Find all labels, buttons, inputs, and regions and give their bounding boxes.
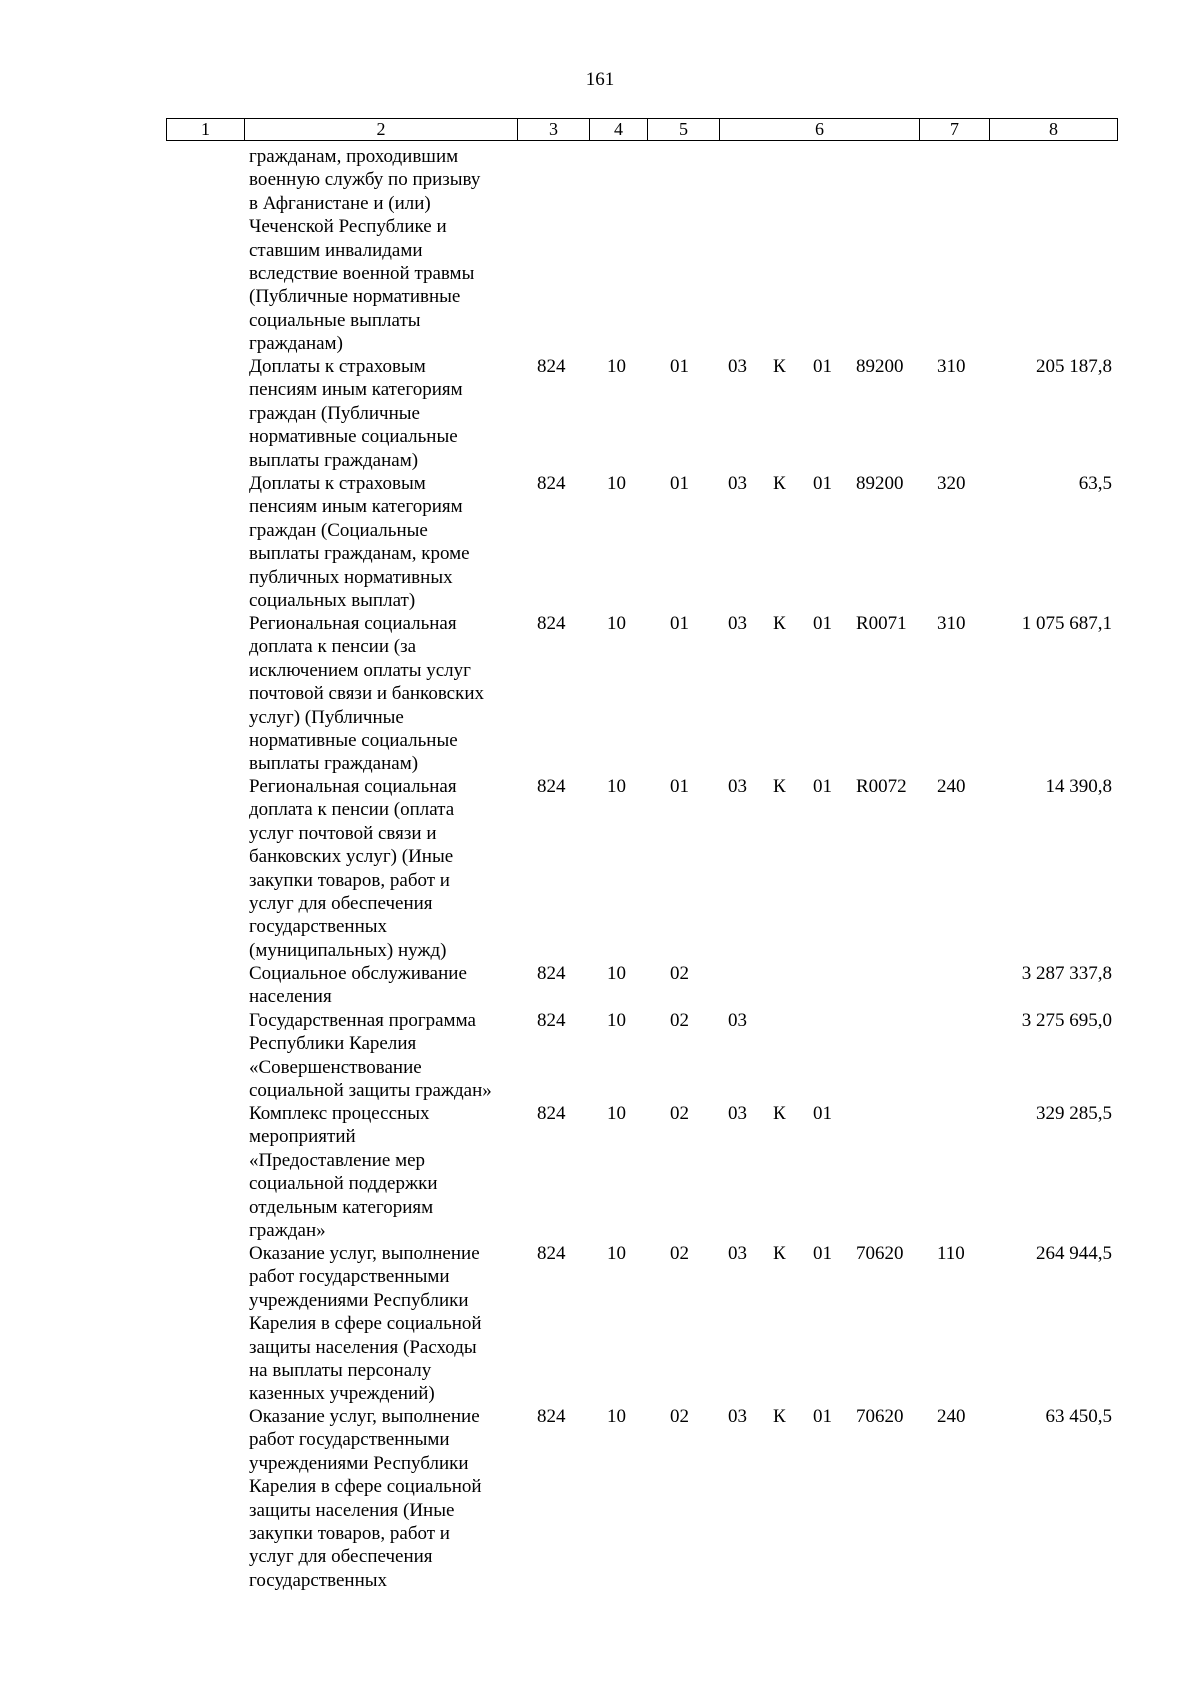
cell-col-4: 10 [607,613,626,634]
cell-col-5: 02 [670,1406,689,1427]
header-col-6: 6 [719,119,919,140]
cell-col-6a: К [773,1406,786,1427]
cell-col-5: 02 [670,1103,689,1124]
cell-col-5: 01 [670,473,689,494]
header-col-5: 5 [647,119,719,140]
header-col-3: 3 [517,119,589,140]
cell-col-6c: 70620 [856,1243,904,1264]
row-name: Региональная социальная доплата к пенсии (за исключением оплаты услуг почтовой связи и банковских услуг) (Публичные нормативные социальные выплаты гражданам) [249,613,485,775]
page-number: 161 [585,69,615,90]
cell-col-6a: К [773,1243,786,1264]
cell-col-5b: 03 [728,1010,747,1031]
row-name: Социальное обслуживание населения [249,963,467,1008]
cell-col-3: 824 [537,473,566,494]
cell-col-4: 10 [607,356,626,377]
cell-col-5b: 03 [728,356,747,377]
cell-col-5b: 03 [728,1243,747,1264]
cell-col-8: 205 187,8 [1036,356,1112,377]
cell-col-8: 1 075 687,1 [1021,613,1112,634]
cell-col-5: 01 [670,776,689,797]
cell-col-6c: R0072 [856,776,907,797]
cell-col-3: 824 [537,356,566,377]
cell-col-6b: 01 [813,1243,832,1264]
cell-col-5: 01 [670,613,689,634]
row-name: Оказание услуг, выполнение работ государственными учреждениями Республики Карелия в сфере социальной защиты населения (Иные закупки товаров, работ и услуг для обеспечения государственных [249,1406,482,1591]
cell-col-6b: 01 [813,1406,832,1427]
cell-col-5b: 03 [728,613,747,634]
cell-col-7: 110 [937,1243,965,1264]
cell-col-6a: К [773,1103,786,1124]
cell-col-6b: 01 [813,356,832,377]
cell-col-4: 10 [607,776,626,797]
cell-col-4: 10 [607,1243,626,1264]
cell-col-5b: 03 [728,473,747,494]
cell-col-6c: 70620 [856,1406,904,1427]
cell-col-6c: 89200 [856,356,904,377]
cell-col-7: 240 [937,776,966,797]
cell-col-6a: К [773,356,786,377]
cell-col-5b: 03 [728,1406,747,1427]
cell-col-4: 10 [607,473,626,494]
cell-col-6b: 01 [813,473,832,494]
cell-col-4: 10 [607,1103,626,1124]
cell-col-3: 824 [537,1103,566,1124]
header-col-4: 4 [589,119,647,140]
cell-col-3: 824 [537,613,566,634]
cell-col-5b: 03 [728,1103,747,1124]
cell-col-6c: 89200 [856,473,904,494]
cell-col-8: 329 285,5 [1036,1103,1112,1124]
cell-col-7: 320 [937,473,966,494]
cell-col-5: 02 [670,963,689,984]
cell-col-6b: 01 [813,613,832,634]
row-name: Комплекс процессных мероприятий «Предоставление мер социальной поддержки отдельным категориям граждан» [249,1103,438,1242]
cell-col-6a: К [773,776,786,797]
cell-col-8: 3 275 695,0 [1021,1010,1112,1031]
row-name: Доплаты к страховым пенсиям иным категориям граждан (Социальные выплаты гражданам, кроме публичных нормативных социальных выплат) [249,473,470,612]
cell-col-8: 63,5 [1078,473,1112,494]
cell-col-3: 824 [537,1010,566,1031]
cell-col-4: 10 [607,1406,626,1427]
cell-col-8: 63 450,5 [1045,1406,1112,1427]
cell-col-3: 824 [537,776,566,797]
cell-col-4: 10 [607,963,626,984]
cell-col-8: 264 944,5 [1036,1243,1112,1264]
cell-col-8: 3 287 337,8 [1021,963,1112,984]
row-name: Государственная программа Республики Карелия «Совершенствование социальной защиты граждан» [249,1010,492,1102]
header-col-8: 8 [989,119,1117,140]
cell-col-3: 824 [537,1243,566,1264]
cell-col-5b: 03 [728,776,747,797]
cell-col-4: 10 [607,1010,626,1031]
cell-col-5: 02 [670,1243,689,1264]
row-name: Доплаты к страховым пенсиям иным категориям граждан (Публичные нормативные социальные выплаты гражданам) [249,356,463,471]
row-name: Региональная социальная доплата к пенсии (оплата услуг почтовой связи и банковских услуг) (Иные закупки товаров, работ и услуг для обеспечения государственных (муниципальных) нужд) [249,776,457,961]
header-col-1: 1 [201,119,210,139]
cell-col-6a: К [773,613,786,634]
row-name: Оказание услуг, выполнение работ государственными учреждениями Республики Карелия в сфере социальной защиты населения (Расходы на выплаты персоналу казенных учреждений) [249,1243,482,1405]
cell-col-7: 310 [937,356,966,377]
cell-col-6b: 01 [813,1103,832,1124]
cell-col-8: 14 390,8 [1045,776,1112,797]
table-header [166,118,1118,141]
cell-col-6a: К [773,473,786,494]
row-name: гражданам, проходившим военную службу по призыву в Афганистане и (или) Чеченской Республике и ставшим инвалидами вследствие военной травмы (Публичные нормативные социальные выплаты гражданам) [249,146,481,355]
cell-col-7: 310 [937,613,966,634]
cell-col-3: 824 [537,1406,566,1427]
header-col-2: 2 [244,119,517,140]
cell-col-3: 824 [537,963,566,984]
cell-col-6b: 01 [813,776,832,797]
header-col-7: 7 [919,119,989,140]
cell-col-5: 01 [670,356,689,377]
cell-col-5: 02 [670,1010,689,1031]
cell-col-7: 240 [937,1406,966,1427]
cell-col-6c: R0071 [856,613,907,634]
